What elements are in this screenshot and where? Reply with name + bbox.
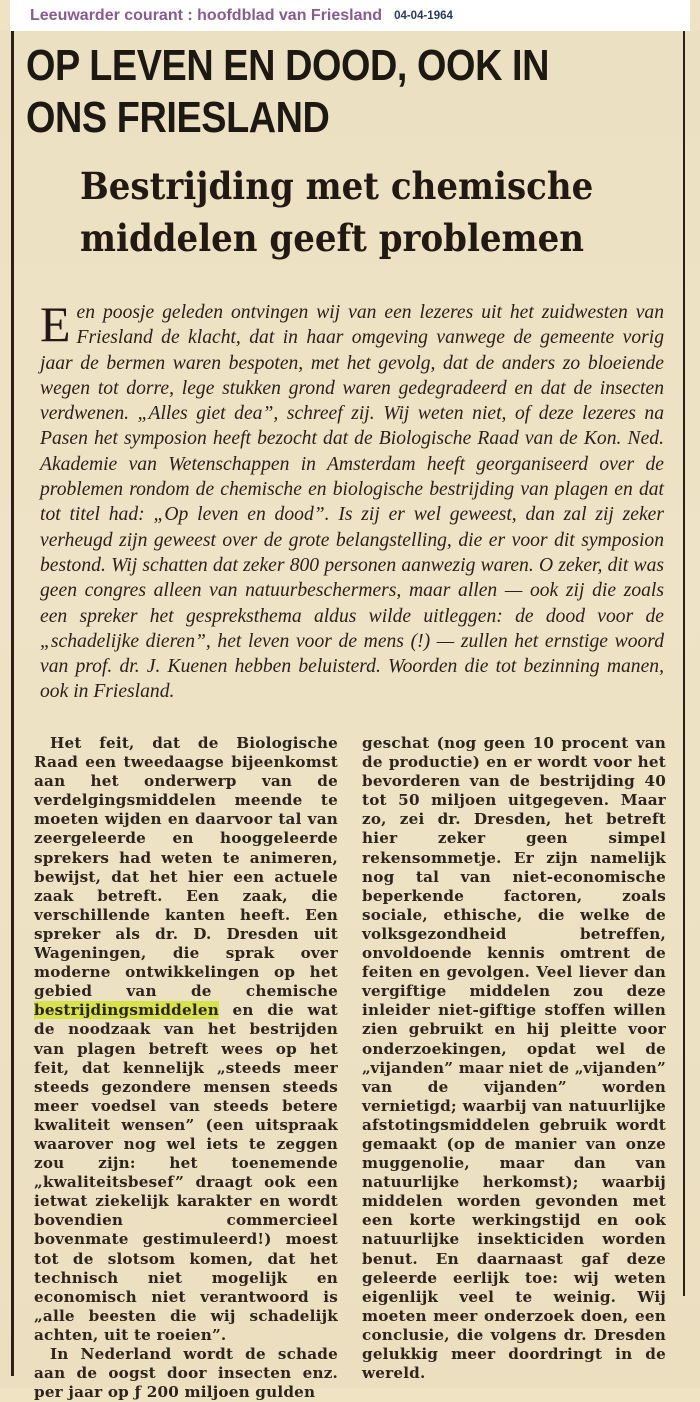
intro-text: en poosje geleden ontvingen wij van een lezeres uit het zuidwesten van Friesland de klacht, dat in haar omgeving vanwege de gemeente vorig jaar de bermen waren bespoten, met het gevolg, dat de anders zo bloeiende wegen tot dorre, lege stukken grond waren gedegradeerd en dat de insecten verdwenen. „Alles giet dea”, schreef zij. Wij weten niet, of deze lezeres na Pasen het symposion heeft bezocht dat de Biologische Raad van de Kon. Ned. Akademie van Wetenschappen in Amsterdam heeft georganiseerd over de problemen rondom de chemische en biologische bestrijding van plagen en dat tot titel had: „Op leven en dood”. Is zij er wel geweest, dan zal zij zeker verheugd zijn geweest over de grote belangstelling, die er voor dit symposion bestond. Wij schatten dat zeker 800 personen aanwezig waren. O zeker, dit was geen congres alleen van natuurbeschermers, maar allen — ook zij die zoals een spreker het gespreksthema aldus wilde uitleggen: de dood voor de „schadelijke dieren”, het leven voor de mens (!) — zullen het ernstige woord van prof. dr. J. Kuenen hebben beluisterd. Woorden die tot bezinning manen, ook in Friesland. bbox=[40, 302, 664, 703]
headline-line-2: ONS FRIESLAND bbox=[26, 93, 330, 142]
drop-cap: E bbox=[40, 296, 71, 352]
publication-date: 04-04-1964 bbox=[394, 9, 453, 22]
body-paragraph: In Nederland wordt de schade aan de oogst door insecten enz. per jaar op ƒ 200 miljoen gulden bbox=[34, 1345, 338, 1402]
intro-paragraph bbox=[40, 296, 664, 705]
body-column-right bbox=[362, 734, 666, 1383]
text-run: Het feit, dat de Biologische Raad een tweedaagse bijeenkomst aan het onderwerp van de verdelgingsmiddelen meende te moeten wijden en daarvoor tal van zeergeleerde en hooggeleerde sprekers had weten te animeren, bewijst, dat het hier een actuele zaak betreft. Een zaak, die verschillende kanten heeft. Een spreker als dr. D. Dresden uit Wageningen, die sprak over moderne ontwikkelingen op het gebied van de chemische bbox=[34, 734, 338, 1001]
source-bar bbox=[10, 0, 690, 31]
text-run: en die wat de noodzaak van het bestrijden van plagen betreft wees op het feit, dat kennelijk „steeds meer steeds gezondere mensen steeds meer voedsel van steeds betere kwaliteit wensen” (een uitspraak waarover nog wel iets te zeggen zou zijn: het toenemende „kwaliteitsbesef” draagt ook een ietwat ziekelijk karakter en wordt bovendien commercieel bovenmate gestimuleerd!) moest tot de slotsom komen, dat het technisch niet mogelijk en economisch niet verantwoord is „alle beesten die wij schadelijk achten, uit te roeien”. bbox=[34, 1001, 338, 1344]
body-paragraph bbox=[34, 734, 338, 1345]
body-paragraph: geschat (nog geen 10 procent van de productie) en er wordt voor het bevorderen van de bestrijding 40 tot 50 miljoen uitgegeven. Maar zo, zei dr. Dresden, het betreft hier zeker geen simpel rekensommetje. Er zijn namelijk nog tal van niet-economische beperkende factoren, zoals sociale, ethische, die welke de volksgezondheid betreffen, onvoldoende kennis omtrent de feiten en gevolgen. Veel liever dan vergiftige middelen zou deze inleider niet-giftige stoffen willen zien gebruikt en hij pleitte voor onderzoekingen, opdat wel de „vijanden” maar niet de „vijanden” van de vijanden” worden vernietigd; waarbij van natuurlijke afstotingsmiddelen gebruik wordt gemaakt (op de manier van onze muggenolie, maar dan van natuurlijke herkomst); waarbij middelen worden gevonden met een korte werkingstijd en ook natuurlijke insekticiden worden benut. En daarnaast gaf deze geleerde eerlijk toe: wij weten eigenlijk veel te weinig. Wij moeten meer onderzoek doen, een conclusie, die volgens dr. Dresden gelukkig meer doordringt in de wereld. bbox=[362, 734, 666, 1383]
publication-title: Leeuwarder courant : hoofdblad van Friesland bbox=[30, 6, 383, 24]
headline-line-1: OP LEVEN EN DOOD, OOK IN bbox=[26, 41, 550, 90]
subhead-line-2: middelen geeft problemen bbox=[80, 216, 584, 260]
subhead-line-1: Bestrijding met chemische bbox=[80, 164, 594, 208]
subheadline bbox=[80, 160, 632, 264]
headline bbox=[26, 40, 576, 144]
highlighted-term: bestrijdingsmiddelen bbox=[34, 1001, 219, 1020]
column-rule-right bbox=[683, 31, 685, 1296]
body-column-left bbox=[34, 734, 338, 1402]
column-rule-left bbox=[11, 31, 14, 1376]
